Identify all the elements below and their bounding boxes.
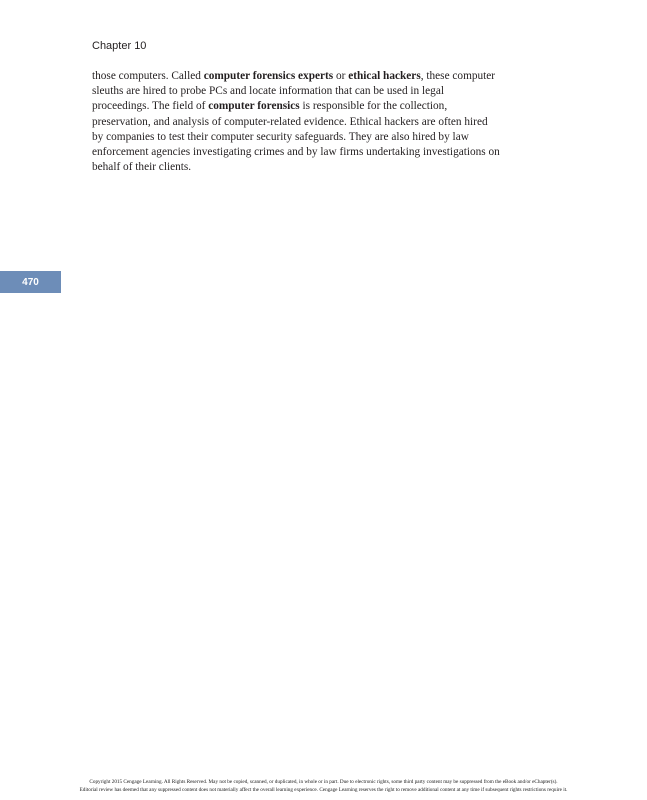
paragraph-line: [92, 69, 572, 84]
text-run: proceedings. The field of: [92, 100, 209, 113]
paragraph-line: enforcement agencies investigating crimes and by law firms undertaking investigations on: [92, 146, 500, 159]
body-paragraph: [92, 69, 572, 175]
text-run: is responsible for the collection,: [299, 100, 448, 113]
copyright-notice-line-1: Copyright 2015 Cengage Learning. All Rights Reserved. May not be copied, scanned, or duplicated, in whole or in part. Due to electronic rights, some third party content may be suppressed from the eBook and/or eChapter(s).: [89, 779, 558, 785]
paragraph-line: [92, 99, 572, 114]
page-number: 470: [22, 276, 39, 288]
paragraph-line: sleuths are hired to probe PCs and locate information that can be used in legal: [92, 85, 444, 98]
copyright-notice-line-2: Editorial review has deemed that any suppressed content does not materially affect the overall learning experience. Cengage Learning reserves the right to remove additional content at any time if subsequent rights restrictions require it.: [79, 787, 568, 793]
key-term: computer forensics: [208, 100, 300, 113]
text-run: , these computer: [420, 70, 496, 82]
page-number-tab: [0, 271, 61, 293]
key-term: ethical hackers: [348, 70, 421, 82]
paragraph-line: preservation, and analysis of computer-related evidence. Ethical hackers are often hired: [92, 115, 488, 128]
text-run: those computers. Called: [92, 70, 204, 82]
key-term: computer forensics experts: [203, 70, 334, 82]
chapter-header: Chapter 10: [92, 40, 147, 52]
paragraph-line: by companies to test their computer security safeguards. They are also hired by law: [92, 130, 469, 143]
text-run: or: [333, 70, 349, 82]
paragraph-line: behalf of their clients.: [92, 161, 192, 174]
